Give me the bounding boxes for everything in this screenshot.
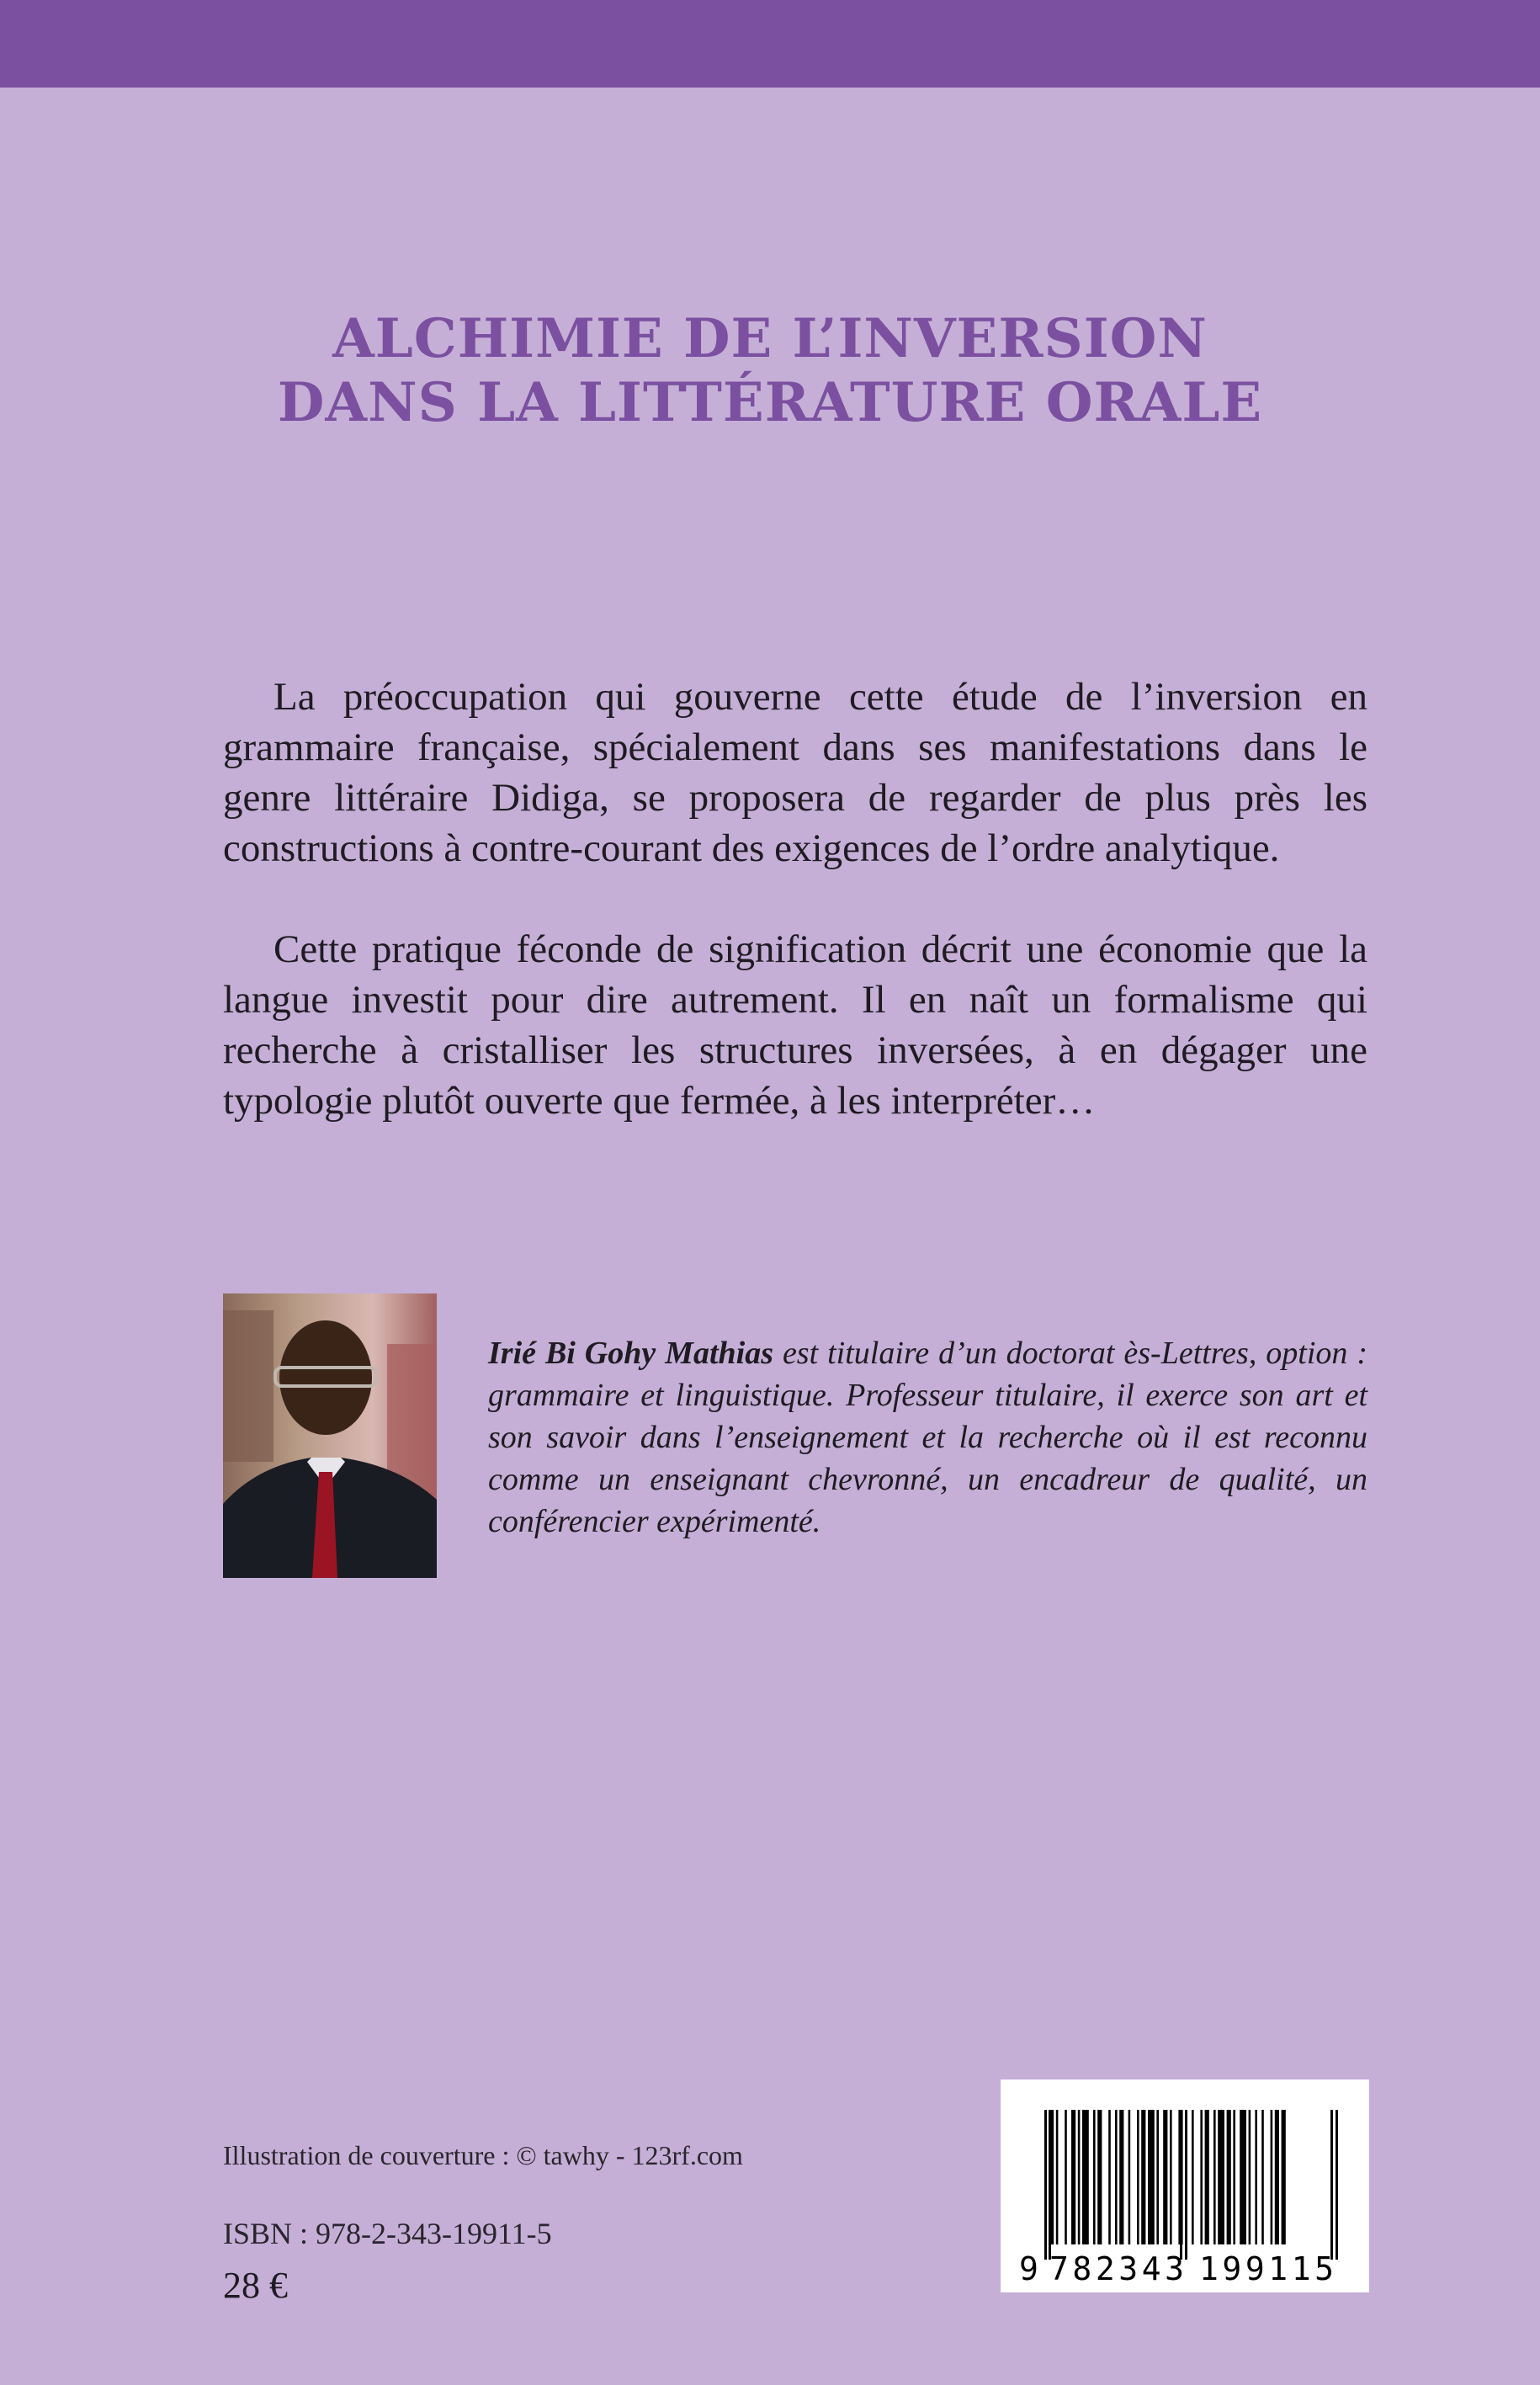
- barcode-bar: [1163, 2110, 1167, 2244]
- barcode-bar: [1065, 2110, 1067, 2244]
- barcode-bar: [1249, 2110, 1251, 2244]
- barcode-guard-bar: [1330, 2110, 1333, 2260]
- barcode-bar: [1192, 2110, 1194, 2244]
- barcode-bar: [1156, 2110, 1159, 2244]
- barcode-bar: [1261, 2110, 1264, 2244]
- barcode-bar: [1200, 2110, 1203, 2244]
- barcode-bar: [1148, 2110, 1155, 2244]
- author-bio-text: est titulaire d’un doctorat ès-Lettres, option : grammaire et linguistique. Professeur titulaire, il exerce son art et son savoir dans l’enseignement et la recherche où il est reconnu comme un enseignant chevronné, un encadreur de qualité, un conférencier expérimenté.: [488, 1336, 1367, 1539]
- barcode-bar: [1082, 2110, 1089, 2244]
- author-name: Irié Bi Gohy Mathias: [488, 1336, 773, 1371]
- barcode-bar: [1128, 2110, 1131, 2244]
- barcode-bar: [1282, 2110, 1286, 2244]
- isbn-number: ISBN : 978-2-343-19911-5: [223, 2217, 552, 2250]
- barcode-left-digits: 782343: [1049, 2250, 1184, 2287]
- barcode-bar: [1093, 2110, 1096, 2244]
- barcode-bar: [1227, 2110, 1231, 2244]
- barcode-icon: [1001, 2080, 1369, 2292]
- barcode-bar: [1233, 2110, 1235, 2244]
- barcode-guard-bar: [1185, 2110, 1187, 2260]
- barcode-bar: [1056, 2110, 1059, 2244]
- barcode-guard-bar: [1180, 2110, 1182, 2260]
- barcode-bar: [1255, 2110, 1257, 2244]
- barcode-bar: [1071, 2110, 1075, 2244]
- barcode-bar: [1170, 2110, 1172, 2244]
- author-portrait-icon: [223, 1293, 437, 1578]
- barcode: [1001, 2080, 1369, 2292]
- barcode-bar: [1141, 2110, 1145, 2244]
- price: 28 €: [223, 2265, 288, 2306]
- barcode-bar: [1115, 2110, 1118, 2244]
- barcode-bar: [1275, 2110, 1279, 2244]
- barcode-bar: [1271, 2110, 1273, 2244]
- barcode-bar: [1097, 2110, 1102, 2244]
- barcode-guard-bar: [1049, 2110, 1051, 2260]
- barcode-bar: [1119, 2110, 1123, 2244]
- barcode-bar: [1108, 2110, 1111, 2244]
- author-bio: [488, 1332, 1367, 1543]
- title-line-1: ALCHIMIE DE L’INVERSION: [332, 307, 1208, 370]
- summary-paragraph-2-text: Cette pratique féconde de signification décrit une économie que la langue investit pour dire autrement. Il en naît un formalisme qui recherche à cristalliser les structures inversées, à en dégager une typologie plutôt ouverte que fermée, à les interpréter…: [223, 927, 1367, 1123]
- summary-paragraph-1: [223, 672, 1367, 874]
- barcode-bar: [1137, 2110, 1139, 2244]
- barcode-bar: [1078, 2110, 1081, 2244]
- barcode-bar: [1240, 2110, 1246, 2244]
- title-line-2: DANS LA LITTÉRATURE ORALE: [277, 371, 1263, 434]
- barcode-bars: [1044, 2110, 1338, 2260]
- author-portrait-photo: [223, 1293, 437, 1578]
- cover-illustration-credit: Illustration de couverture : © tawhy - 123rf.com: [223, 2140, 743, 2170]
- barcode-guard-bar: [1336, 2110, 1338, 2260]
- barcode-right-digits: 199115: [1199, 2250, 1334, 2287]
- barcode-bar: [1205, 2110, 1209, 2244]
- barcode-bar: [1213, 2110, 1216, 2244]
- book-title: [0, 307, 1540, 435]
- barcode-guard-bar: [1044, 2110, 1047, 2260]
- summary-paragraph-1-text: La préoccupation qui gouverne cette étude de l’inversion en grammaire française, spécialement dans ses manifestations dans le genre littéraire Didiga, se proposera de regarder de plus près les constructions à contre-courant des exigences de l’ordre analytique.: [223, 675, 1367, 870]
- top-color-band: [0, 0, 1540, 88]
- summary-paragraph-2: [223, 924, 1367, 1126]
- barcode-bar: [1218, 2110, 1224, 2244]
- barcode-lead-digit: 9: [1019, 2250, 1038, 2287]
